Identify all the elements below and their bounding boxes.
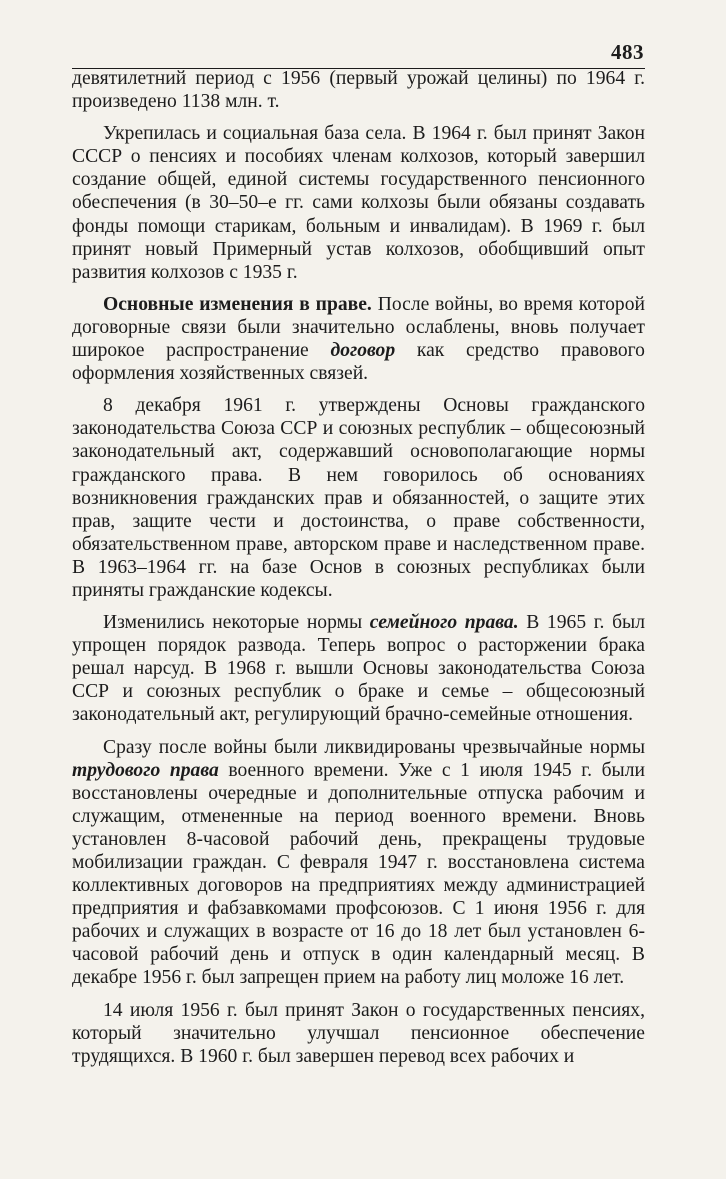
section-heading: Основные изменения в праве. <box>103 293 372 315</box>
paragraph-3-text-after: как средство правового оформления хозяйственных связей. <box>72 340 645 385</box>
page-number: 483 <box>611 40 644 64</box>
paragraph-5 <box>72 611 645 726</box>
paragraph-6-text-after: военного времени. Уже с 1 июля 1945 г. были восстановлены очередные и дополнительные отпуска рабочим и служащим, отмененные на период военного времени. Вновь установлен 8-часовой рабочий день, прекращены трудовые мобилизации граждан. С февраля 1947 г. восстановлена система коллективных договоров на предприятиях между администрацией предприятия и фабзавкомами профсоюзов. С 1 июня 1956 г. для рабочих и служащих в возрасте от 16 до 18 лет был установлен 6-часовой рабочий день и отпуск в один календарный месяц. В декабре 1956 г. был запрещен прием на работу лиц моложе 16 лет. <box>72 759 645 989</box>
paragraph-2 <box>72 122 645 284</box>
term-labor-law: трудового права <box>72 759 219 781</box>
paragraph-6-text-before: Сразу после войны были ликвидированы чрезвычайные нормы <box>103 736 645 758</box>
term-contract: договор <box>330 340 396 362</box>
paragraph-2-text: Укрепилась и социальная база села. В 1964 г. был принят Закон СССР о пенсиях и пособиях членам колхозов, который завершил создание общей, единой системы государственного пенсионного обеспечения (в 30–50–е гг. сами колхозы были обязаны создавать фонды помощи старикам, больным и инвалидам). В 1969 г. был принят новый Примерный устав колхозов, обобщивший опыт развития колхозов с 1935 г. <box>72 123 645 283</box>
paragraph-1-text: девятилетний период с 1956 (первый урожай целины) по 1964 г. произведено 1138 млн. т. <box>72 68 645 113</box>
paragraph-4-text: 8 декабря 1961 г. утверждены Основы гражданского законодательства Союза ССР и союзных республик – общесоюзный законодательный акт, содержавший основополагающие нормы гражданского права. В нем говорилось об основаниях возникновения гражданских прав и обязанностей, о защите этих прав, защите чести и достоинства, о праве собственности, обязательственном праве, авторском праве и наследственном праве. В 1963–1964 гг. на базе Основ в союзных республиках были приняты гражданские кодексы. <box>72 395 645 601</box>
paragraph-5-text-before: Изменились некоторые нормы <box>103 612 370 634</box>
paragraph-7 <box>72 999 645 1068</box>
paragraph-3-text-before: После войны, во время которой договорные связи были значительно ослаблены, вновь получает широкое распространение <box>72 293 645 362</box>
paragraph-7-text: 14 июля 1956 г. был принят Закон о государственных пенсиях, который значительно улучшал пенсионное обеспечение трудящихся. В 1960 г. был завершен перевод всех рабочих и <box>72 999 645 1067</box>
paragraph-6 <box>72 736 645 990</box>
body-text <box>72 67 645 1077</box>
paragraph-3 <box>72 293 645 385</box>
paragraph-5-text-after: В 1965 г. был упрощен порядок развода. Теперь вопрос о расторжении брака решал нарсуд. В 1968 г. вышли Основы законодательства Союза ССР и союзных республик о браке и семье – общесоюзный законодательный акт, регулирующий брачно-семейные отношения. <box>72 612 645 726</box>
term-family-law: семейного права. <box>369 612 519 634</box>
paragraph-4 <box>72 394 645 602</box>
paragraph-1 <box>72 67 645 113</box>
